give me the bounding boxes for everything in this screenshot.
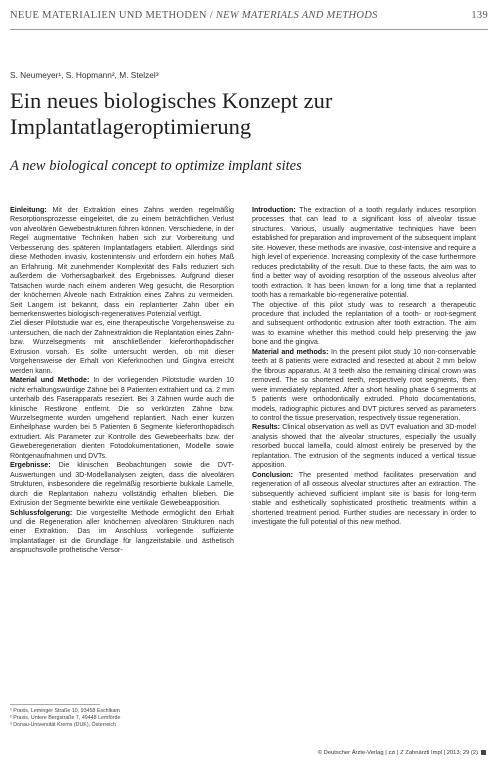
material-heading: Material und Methode:	[10, 376, 90, 385]
page-number: 139	[471, 10, 488, 21]
material-paragraph	[10, 376, 234, 461]
einleitung-heading: Einleitung:	[10, 206, 47, 214]
footnote-divider	[10, 704, 100, 705]
abstract-english	[252, 206, 476, 527]
einleitung-paragraph-2: Ziel dieser Pilotstudie war es, eine therapeutische Vorgehensweise zu untersuchen, die nach der Zahnextraktion die Replantation eines Zahn- bzw. Wurzelsegments mit anschließender kieferorthopädischer Extrusion vorsah. Es sollte untersucht werden, ob mit dieser Vorgehensweise der Erhalt von Kieferknochen und Gingiva erreicht werden kann.	[10, 319, 234, 375]
introduction-paragraph-2: The objective of this pilot study was to research a therapeutic procedure that included the replantation of a tooth- or root-segment and subsequent orthodontic extrusion after tooth extraction. The aim was to examine whether this method could help preserving the jaw bone and the gingiva.	[252, 300, 476, 347]
conclusion-heading: Conclusion:	[252, 470, 293, 479]
einleitung-paragraph	[10, 206, 234, 319]
schluss-heading: Schlussfolgerung:	[10, 508, 73, 517]
header-divider	[10, 29, 488, 30]
section-title-de: NEUE MATERIALIEN UND METHODEN /	[10, 10, 216, 21]
methods-heading: Material and methods:	[252, 347, 329, 356]
conclusion-paragraph	[252, 471, 476, 528]
copyright-line: © Deutscher Ärzte-Verlag | zzi | Z Zahnärztl Impl | 2013; 29 (2)	[317, 750, 478, 757]
footnote-2: ² Praxis, Untere Bergstraße 7, 49448 Lemförde	[10, 715, 121, 722]
einleitung-text: Mit der Extraktion eines Zahns werden regelmäßig Resorptionsprozesse eingeleitet, die zu einem beträchtlichen Verlust von alveolären Gewebestrukturen führen können. Verschiedene, in der Regel augmentative Techniken haben sich zur Vorbereitung und Verbesserung des späteren Implantatlagers etabliert. Allerdings sind diese Methoden invasiv, kostenintensiv und erfordern ein hohes Maß an Erfahrung. Mit zunehmender Komplexität des Falls reduziert sich außerdem die Vorhersagbarkeit des Ergebnisses. Aufgrund dieser Tatsachen wurde nach einem anderen Weg gesucht, die Resorption der knöchernen Alveole nach Extraktion eines Zahns zu vermeiden. Seit Langem ist bekannt, dass ein replantierter Zahn über ein bemerkenswertes biologisch-regeneratives Potenzial verfügt.	[10, 206, 234, 318]
results-paragraph	[252, 423, 476, 470]
footnotes	[10, 708, 120, 730]
ergebnisse-text: Die klinischen Beobachtungen sowie die DVT-Auswertungen und 3D-Modellanalysen zeigten, dass die alveolären Strukturen, insbesondere die regelmäßig resorbierte bukkale Lamelle, durch die Replantation nahezu vollständig erhalten blieben. Die Extrusion der Segmente bewirkte eine vertikale Gewebeapposition.	[10, 461, 234, 508]
abstract-german	[10, 206, 234, 556]
page-footer	[318, 750, 486, 756]
running-header	[10, 10, 488, 26]
methods-text: In the present pilot study 10 non-conservable teeth at 8 patients were extracted and resected at about 2 mm below the fibrous apparatus. At 3 teeth also the remaining clinical crown was removed. The so shortened teeth, respectively root segments, then were immediately replanted. After a short healing phase 6 segments at 5 patients were orthodontically extruded. Photo documentations, models, radiographic pictures and DVT pictures served as parameters to control the tissue preservation, respectively tissue regeneration.	[252, 347, 476, 422]
article-title: Ein neues biologisches Konzept zur Implantatlageroptimierung	[10, 88, 333, 139]
ergebnisse-paragraph	[10, 461, 234, 508]
schluss-paragraph	[10, 509, 234, 556]
material-text: In der vorliegenden Pilotstudie wurden 10 nicht erhaltungswürdige Zähne bei 8 Patienten extrahiert und ca. 2 mm unterhalb des Faserapparats reseziert. Bei 3 Zähnen wurde auch die klinische Restkrone entfernt. Die so verkürzten Zähne bzw. Wurzelsegmente wurden umgehend replantiert. Nach einer kurzen Einheilphase wurden bei 5 Patienten 6 Segmente kieferorthopädisch extrudiert. Als Parameter zur Kontrolle des Gewebeerhalts bzw. der Geweberegeneration dienten Fotodokumentationen, Modelle sowie Röntgenaufnahmen und DVTs.	[10, 376, 234, 460]
results-heading: Results:	[252, 423, 280, 432]
introduction-text: The extraction of a tooth regularly induces resorption processes that can lead to a significant loss of alveolar tissue structures. Various, usually augmentative techniques have been established for preparation and improvement of the subsequent implant site. However, these methods are invasive, cost-intensive and require a high level of experience. Increasing complexity of the case furthermore reduces predictability of the result. Due to these facts, the aim was to find a better way of avoiding resorption of the osseous alveolus after tooth extraction. It has been known for a long time that a replanted tooth has a remarkable bio-regenerative potential.	[252, 206, 476, 300]
footnote-3: ³ Donau-Universität Krems (DUK), Österreich	[10, 722, 116, 729]
ergebnisse-heading: Ergebnisse:	[10, 461, 51, 470]
schluss-text: Die vorgestellte Methode ermöglicht den Erhalt und die Regeneration aller knöchernen alveolären Strukturen nach einer Extraktion. Das im Anschluss vorliegende suffiziente Implantatlager ist die Grundlage für langzeitstabile und ästhetisch anspruchsvolle prothetische Versor-	[10, 508, 234, 555]
methods-paragraph	[252, 348, 476, 424]
introduction-heading: Introduction:	[252, 206, 296, 214]
footer-square-icon	[481, 750, 486, 755]
running-header-section	[10, 10, 378, 21]
footnote-1: ¹ Praxis, Leminger Straße 10, 93458 Eschlkam	[10, 708, 120, 714]
author-list: S. Neumeyer¹, S. Hopmann², M. Stelzel³	[10, 70, 159, 80]
introduction-paragraph	[252, 206, 476, 301]
conclusion-text: The presented method facilitates preservation and regeneration of all osseous alveolar structures after an extraction. The subsequently achieved sufficient implant site is basis for long-term stable and esthetically sophisticated prosthetic treatments within a shortened treatment period. Further studies are necessary in order to investigate the full potential of this new method.	[252, 470, 476, 526]
results-text: Clinical observation as well as DVT evaluation and 3D-model analysis showed that the alveolar structures, especially the usually resorbed buccal lamella, could almost entirely be preserved by the replantation. The extrusion of the segments induced a vertical tissue apposition.	[252, 423, 476, 470]
article-subtitle: A new biological concept to optimize implant sites	[10, 158, 302, 174]
section-title-en: NEW MATERIALS AND METHODS	[215, 10, 378, 21]
